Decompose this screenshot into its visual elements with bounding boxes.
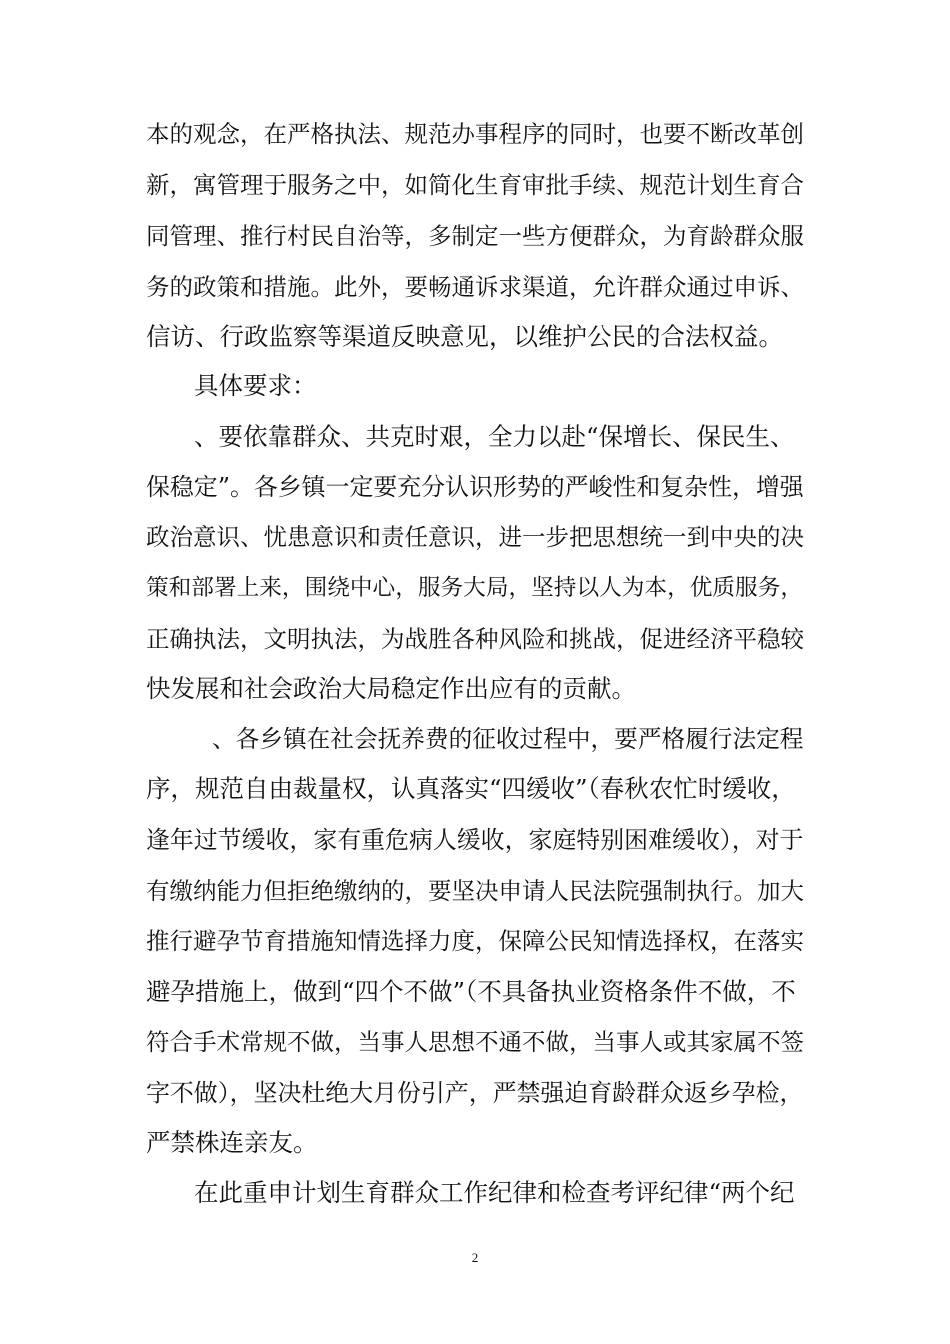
text-line: 务的政策和措施。此外，要畅通诉求渠道，允许群众通过申诉、 xyxy=(146,273,804,301)
text-line: 序，规范自由裁量权，认真落实“四缓收”（春秋农忙时缓收， xyxy=(146,774,796,803)
text-line: 符合手术常规不做，当事人思想不通不做，当事人或其家属不签 xyxy=(146,1028,804,1056)
text-line: 本的观念，在严格执法、规范办事程序的同时，也要不断改革创 xyxy=(146,120,804,148)
list-item-first-line: 、要依靠群众、共克时艰，全力以赴“保增长、保民生、 xyxy=(194,422,795,451)
text-line: 策和部署上来，围绕中心，服务大局，坚持以人为本，优质服务， xyxy=(146,575,804,601)
text-line: 严禁株连亲友。 xyxy=(146,1128,318,1157)
text-line: 逢年过节缓收，家有重危病人缓收，家庭特别困难缓收），对于 xyxy=(146,826,804,854)
text-line: 有缴纳能力但拒绝缴纳的，要坚决申请人民法院强制执行。加大 xyxy=(146,877,804,905)
text-line: 字不做），坚决杜绝大月份引产，严禁强迫育龄群众返乡孕检， xyxy=(146,1079,804,1107)
list-item-first-line: 、各乡镇在社会抚养费的征收过程中，要严格履行法定程 xyxy=(212,725,804,753)
text-line: 在此重申计划生育群众工作纪律和检查考评纪律“两个纪 xyxy=(194,1178,795,1207)
text-line: 信访、行政监察等渠道反映意见，以维护公民的合法权益。 xyxy=(146,322,783,351)
text-line: 避孕措施上，做到“四个不做”（不具备执业资格条件不做，不 xyxy=(146,977,796,1006)
text-line: 新，寓管理于服务之中，如简化生育审批手续、规范计划生育合 xyxy=(146,171,804,199)
text-line: 保稳定”。各乡镇一定要充分认识形势的严峻性和复杂性，增强 xyxy=(146,473,804,501)
text-line: 正确执法，文明执法，为战胜各种风险和挑战，促进经济平稳较 xyxy=(146,625,804,653)
text-line: 同管理、推行村民自治等，多制定一些方便群众，为育龄群众服 xyxy=(146,222,804,250)
section-heading: 具体要求： xyxy=(194,371,317,400)
page-number: 2 xyxy=(471,1250,479,1265)
text-line: 政治意识、忧患意识和责任意识，进一步把思想统一到中央的决 xyxy=(146,523,804,551)
text-line: 快发展和社会政治大局稳定作出应有的贡献。 xyxy=(146,674,636,703)
text-line: 推行避孕节育措施知情选择力度，保障公民知情选择权，在落实 xyxy=(146,927,804,955)
